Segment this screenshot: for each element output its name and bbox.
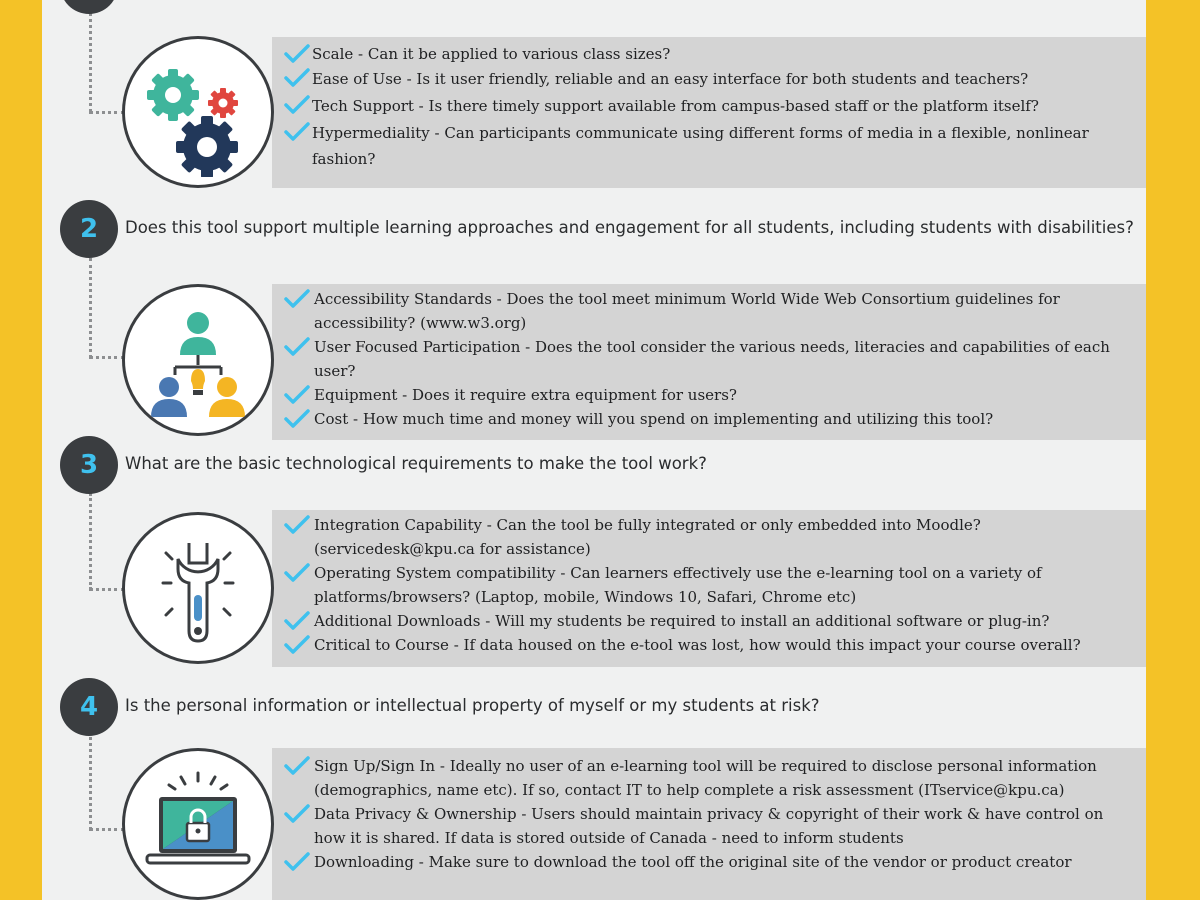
checklist-item: Accessibility Standards - Does the tool meet minimum World Wide Web Consortium guidelines for accessibility? (www.w3.org) bbox=[272, 287, 1146, 335]
checklist-item: Integration Capability - Can the tool be fully integrated or only embedded into Moodle? (servicedesk@kpu.ca for assistance) bbox=[272, 513, 1146, 561]
check-icon bbox=[284, 755, 310, 777]
section-2-badge: 2 bbox=[60, 200, 118, 258]
section-3-question: What are the basic technological requirements to make the tool work? bbox=[125, 454, 707, 473]
connector-line-1 bbox=[89, 0, 92, 112]
infographic-sheet bbox=[42, 0, 1146, 900]
section-3-badge: 3 bbox=[60, 436, 118, 494]
checklist-item: Scale - Can it be applied to various class sizes? bbox=[272, 42, 1146, 66]
section-4-panel bbox=[272, 748, 1146, 900]
connector-line-1h bbox=[89, 111, 125, 114]
section-2-panel bbox=[272, 284, 1146, 440]
check-icon bbox=[284, 94, 310, 116]
check-icon bbox=[284, 384, 310, 406]
checklist-item: Tech Support - Is there timely support available from campus-based staff or the platform itself? bbox=[272, 93, 1146, 120]
section-4-question: Is the personal information or intellectual property of myself or my students at risk? bbox=[125, 696, 820, 715]
laptop-lock-icon bbox=[122, 748, 274, 900]
check-icon bbox=[284, 803, 310, 825]
check-icon bbox=[284, 610, 310, 632]
check-icon bbox=[284, 121, 310, 143]
people-idea-icon-art bbox=[133, 295, 263, 425]
connector-line-2h bbox=[89, 356, 125, 359]
checklist-item: Sign Up/Sign In - Ideally no user of an e-learning tool will be required to disclose personal information (demographics, name etc). If so, contact IT to help complete a risk assessment (ITservice@kpu.ca) bbox=[272, 754, 1146, 802]
section-2-question: Does this tool support multiple learning approaches and engagement for all students, including students with disabilities? bbox=[125, 218, 1134, 237]
section-4-badge: 4 bbox=[60, 678, 118, 736]
gears-icon-art bbox=[133, 47, 263, 177]
check-icon bbox=[284, 408, 310, 430]
checklist-item: Equipment - Does it require extra equipment for users? bbox=[272, 383, 1146, 407]
connector-line-2 bbox=[89, 258, 92, 358]
checklist-item: User Focused Participation - Does the tool consider the various needs, literacies and capabilities of each user? bbox=[272, 335, 1146, 383]
laptop-lock-icon-art bbox=[133, 759, 263, 889]
checklist-item: Hypermediality - Can participants communicate using different forms of media in a flexible, nonlinear fashion? bbox=[272, 120, 1146, 172]
check-icon bbox=[284, 43, 310, 65]
connector-line-4h bbox=[89, 828, 125, 831]
checklist-item: Operating System compatibility - Can learners effectively use the e-learning tool on a variety of platforms/browsers? (Laptop, mobile, Windows 10, Safari, Chrome etc) bbox=[272, 561, 1146, 609]
check-icon bbox=[284, 336, 310, 358]
check-icon bbox=[284, 67, 310, 89]
section-1-panel bbox=[272, 37, 1146, 188]
wrench-icon bbox=[122, 512, 274, 664]
people-idea-icon bbox=[122, 284, 274, 436]
section-3-panel bbox=[272, 510, 1146, 667]
checklist-item: Downloading - Make sure to download the tool off the original site of the vendor or product creator bbox=[272, 850, 1146, 874]
checklist-item: Data Privacy & Ownership - Users should maintain privacy & copyright of their work & have control on how it is shared. If data is stored outside of Canada - need to inform students bbox=[272, 802, 1146, 850]
check-icon bbox=[284, 562, 310, 584]
connector-line-3h bbox=[89, 588, 125, 591]
gears-icon bbox=[122, 36, 274, 188]
checklist-item: Additional Downloads - Will my students be required to install an additional software or plug-in? bbox=[272, 609, 1146, 633]
check-icon bbox=[284, 634, 310, 656]
section-1-badge bbox=[60, 0, 118, 14]
connector-line-4 bbox=[89, 737, 92, 830]
checklist-item: Ease of Use - Is it user friendly, reliable and an easy interface for both students and teachers? bbox=[272, 66, 1146, 93]
check-icon bbox=[284, 514, 310, 536]
checklist-item: Cost - How much time and money will you spend on implementing and utilizing this tool? bbox=[272, 407, 1146, 431]
checklist-item: Critical to Course - If data housed on the e-tool was lost, how would this impact your course overall? bbox=[272, 633, 1146, 657]
wrench-icon-art bbox=[133, 523, 263, 653]
check-icon bbox=[284, 851, 310, 873]
check-icon bbox=[284, 288, 310, 310]
connector-line-3 bbox=[89, 493, 92, 590]
